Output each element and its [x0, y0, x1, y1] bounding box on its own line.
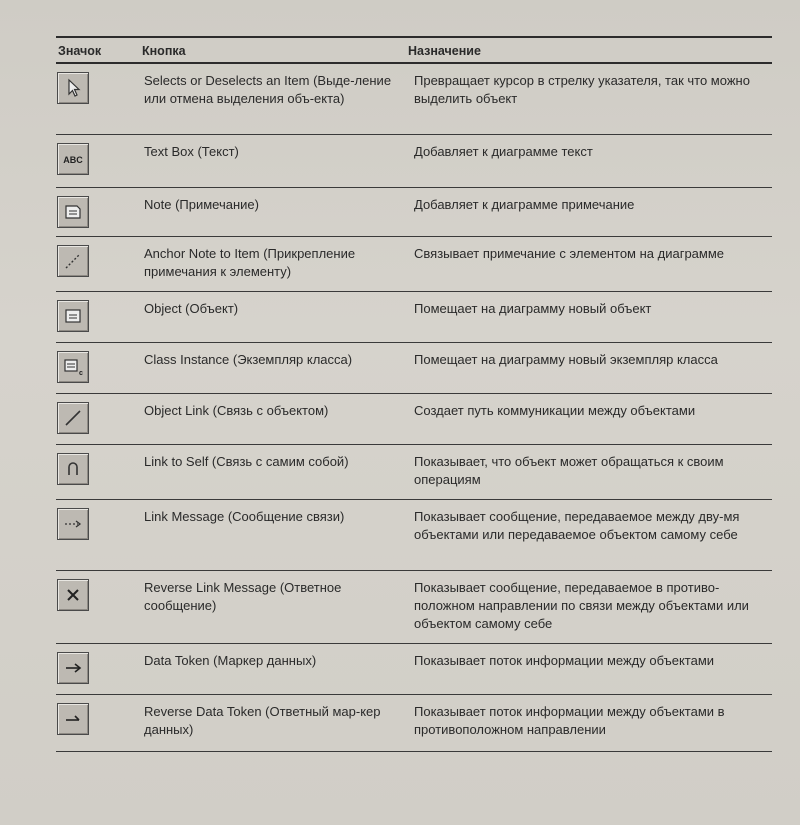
header-button-column: Кнопка	[142, 44, 186, 58]
button-purpose: Показывает, что объект может обращаться к своим операциям	[414, 454, 724, 487]
button-purpose: Связывает примечание с элементом на диаграмме	[414, 246, 725, 261]
svg-text:c: c	[79, 370, 83, 377]
right-arrow-icon	[57, 652, 89, 684]
table-row	[56, 64, 772, 135]
button-purpose: Показывает сообщение, передаваемое между дву-мя объектами или передаваемое объектом самому себе	[414, 509, 740, 542]
button-name: Text Box (Текст)	[144, 144, 239, 159]
toolbar-buttons-table	[56, 36, 772, 752]
button-name: Class Instance (Экземпляр класса)	[144, 352, 353, 367]
self-loop-icon	[57, 453, 89, 485]
button-name: Link to Self (Связь с самим собой)	[144, 454, 349, 469]
button-name: Object (Объект)	[144, 301, 239, 316]
svg-text:ABC: ABC	[63, 155, 83, 165]
button-purpose: Помещает на диаграмму новый объект	[414, 301, 652, 316]
table-row	[56, 343, 772, 394]
table-row	[56, 188, 772, 237]
button-name: Data Token (Маркер данных)	[144, 653, 317, 668]
button-name: Note (Примечание)	[144, 197, 259, 212]
header-purpose-column: Назначение	[408, 44, 481, 58]
header-icon-column: Значок	[58, 44, 102, 58]
button-purpose: Показывает поток информации между объектами	[414, 653, 715, 668]
table-row	[56, 445, 772, 500]
diagonal-line-icon	[57, 402, 89, 434]
dashed-diagonal-icon	[57, 245, 89, 277]
button-name: Link Message (Сообщение связи)	[144, 509, 345, 524]
object-box-icon	[57, 300, 89, 332]
button-purpose: Показывает поток информации между объектами в противоположном направлении	[414, 704, 725, 737]
pointer-arrow-icon	[57, 72, 89, 104]
button-name: Reverse Link Message (Ответное сообщение)	[144, 580, 342, 613]
button-name: Reverse Data Token (Ответный мар-кер данных)	[144, 704, 381, 737]
abc-text-icon	[57, 143, 89, 175]
dashed-arrow-icon	[57, 508, 89, 540]
table-row	[56, 500, 772, 571]
table-header	[56, 38, 772, 64]
button-purpose: Создает путь коммуникации между объектами	[414, 403, 696, 418]
table-row	[56, 292, 772, 343]
table-row	[56, 571, 772, 644]
table-row	[56, 644, 772, 695]
button-purpose: Добавляет к диаграмме примечание	[414, 197, 635, 212]
reverse-data-token-icon	[57, 703, 89, 735]
table-row	[56, 237, 772, 292]
button-name: Anchor Note to Item (Прикрепление примечания к элементу)	[144, 246, 356, 279]
x-cross-icon	[57, 579, 89, 611]
button-purpose: Превращает курсор в стрелку указателя, так что можно выделить объект	[414, 73, 750, 106]
button-name: Object Link (Связь с объектом)	[144, 403, 329, 418]
button-purpose: Помещает на диаграмму новый экземпляр класса	[414, 352, 718, 367]
button-purpose: Добавляет к диаграмме текст	[414, 144, 593, 159]
table-row	[56, 394, 772, 445]
table-row	[56, 135, 772, 188]
note-icon	[57, 196, 89, 228]
button-name: Selects or Deselects an Item (Выде-ление или отмена выделения объ-екта)	[144, 73, 392, 106]
class-instance-icon	[57, 351, 89, 383]
button-purpose: Показывает сообщение, передаваемое в противо-положном направлении по связи между объектами или объектом самому себе	[414, 580, 749, 631]
table-row	[56, 695, 772, 752]
